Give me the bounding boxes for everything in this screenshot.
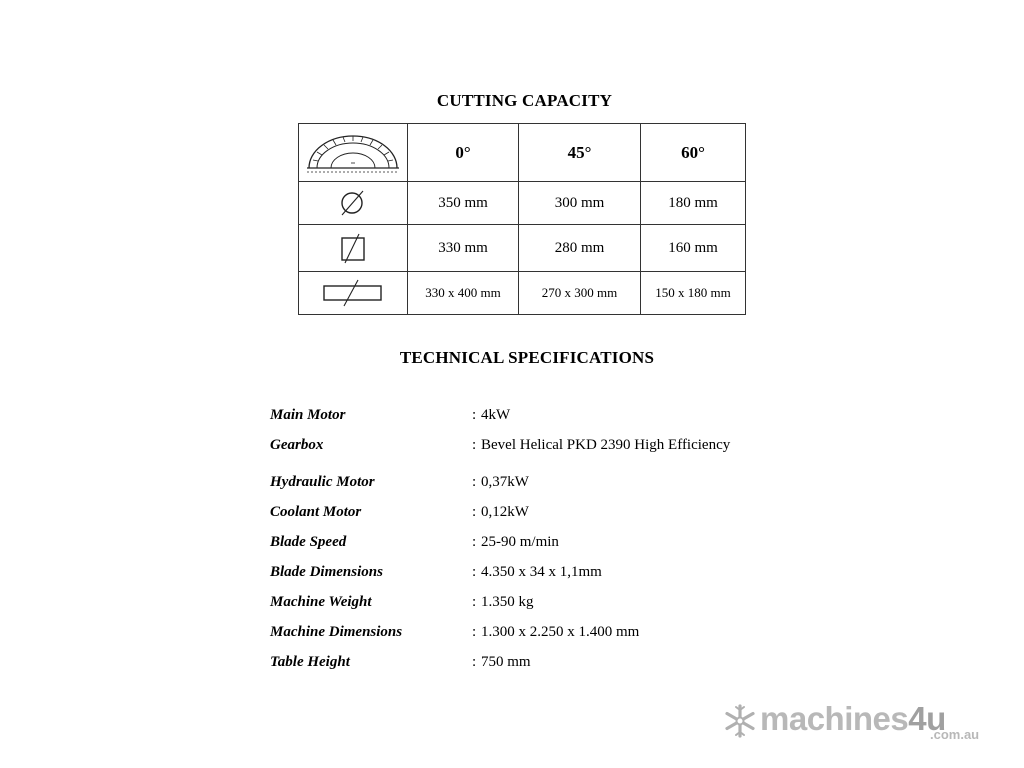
square-bar-cell bbox=[299, 225, 408, 272]
rectangular-bar-cell bbox=[299, 272, 408, 315]
angle-60-header: 60° bbox=[641, 124, 746, 182]
spec-separator: : bbox=[472, 594, 477, 610]
spec-value: 25-90 m/min bbox=[481, 534, 559, 550]
round-bar-icon bbox=[338, 188, 368, 218]
table-row bbox=[299, 272, 746, 315]
rect-45-value: 270 x 300 mm bbox=[519, 272, 641, 315]
cutting-capacity-table bbox=[298, 123, 746, 315]
spec-value: 0,37kW bbox=[481, 474, 529, 490]
spec-value: 0,12kW bbox=[481, 504, 529, 520]
table-row bbox=[299, 225, 746, 272]
round-bar-cell bbox=[299, 182, 408, 225]
square-45-value: 280 mm bbox=[519, 225, 641, 272]
snowflake-logo-icon bbox=[722, 703, 758, 739]
technical-specifications-title: TECHNICAL SPECIFICATIONS bbox=[399, 348, 655, 367]
rect-0-value: 330 x 400 mm bbox=[408, 272, 519, 315]
rectangular-bar-icon bbox=[322, 279, 384, 307]
spec-separator: : bbox=[472, 504, 477, 520]
spec-value: 1.350 kg bbox=[481, 594, 534, 610]
watermark-brand-main: machines bbox=[760, 700, 909, 737]
watermark-brand bbox=[760, 700, 946, 738]
spec-value: 4kW bbox=[481, 407, 511, 423]
spec-separator: : bbox=[472, 474, 477, 490]
spec-value: 750 mm bbox=[481, 654, 531, 670]
watermark-domain: .com.au bbox=[930, 727, 980, 742]
square-bar-icon bbox=[338, 232, 368, 264]
spec-label: Blade Speed bbox=[270, 534, 347, 550]
spec-separator: : bbox=[472, 534, 477, 550]
spec-label: Table Height bbox=[270, 654, 350, 670]
spec-value: 1.300 x 2.250 x 1.400 mm bbox=[481, 624, 640, 640]
spec-separator: : bbox=[472, 437, 477, 453]
spec-separator: : bbox=[472, 564, 477, 580]
spec-label: Machine Dimensions bbox=[270, 624, 403, 640]
round-60-value: 180 mm bbox=[641, 182, 746, 225]
spec-value: 4.350 x 34 x 1,1mm bbox=[481, 564, 602, 580]
cutting-capacity-title: CUTTING CAPACITY bbox=[436, 91, 613, 110]
spec-label: Machine Weight bbox=[270, 594, 372, 610]
table-header-row bbox=[299, 124, 746, 182]
spec-label: Main Motor bbox=[270, 407, 346, 423]
watermark-brand-number: 4u bbox=[908, 700, 946, 737]
square-60-value: 160 mm bbox=[641, 225, 746, 272]
spec-separator: : bbox=[472, 624, 477, 640]
spec-separator: : bbox=[472, 407, 477, 423]
spec-label: Gearbox bbox=[270, 437, 324, 453]
protractor-icon bbox=[305, 132, 401, 174]
angle-45-header: 45° bbox=[519, 124, 641, 182]
table-row bbox=[299, 182, 746, 225]
spec-value: Bevel Helical PKD 2390 High Efficiency bbox=[481, 437, 731, 453]
machines4u-watermark bbox=[722, 700, 992, 746]
angle-0-header: 0° bbox=[408, 124, 519, 182]
rect-60-value: 150 x 180 mm bbox=[641, 272, 746, 315]
spec-label: Coolant Motor bbox=[270, 504, 362, 520]
spec-label: Hydraulic Motor bbox=[270, 474, 375, 490]
spec-label: Blade Dimensions bbox=[270, 564, 383, 580]
round-0-value: 350 mm bbox=[408, 182, 519, 225]
spec-separator: : bbox=[472, 654, 477, 670]
angle-header-cell bbox=[299, 124, 408, 182]
round-45-value: 300 mm bbox=[519, 182, 641, 225]
square-0-value: 330 mm bbox=[408, 225, 519, 272]
